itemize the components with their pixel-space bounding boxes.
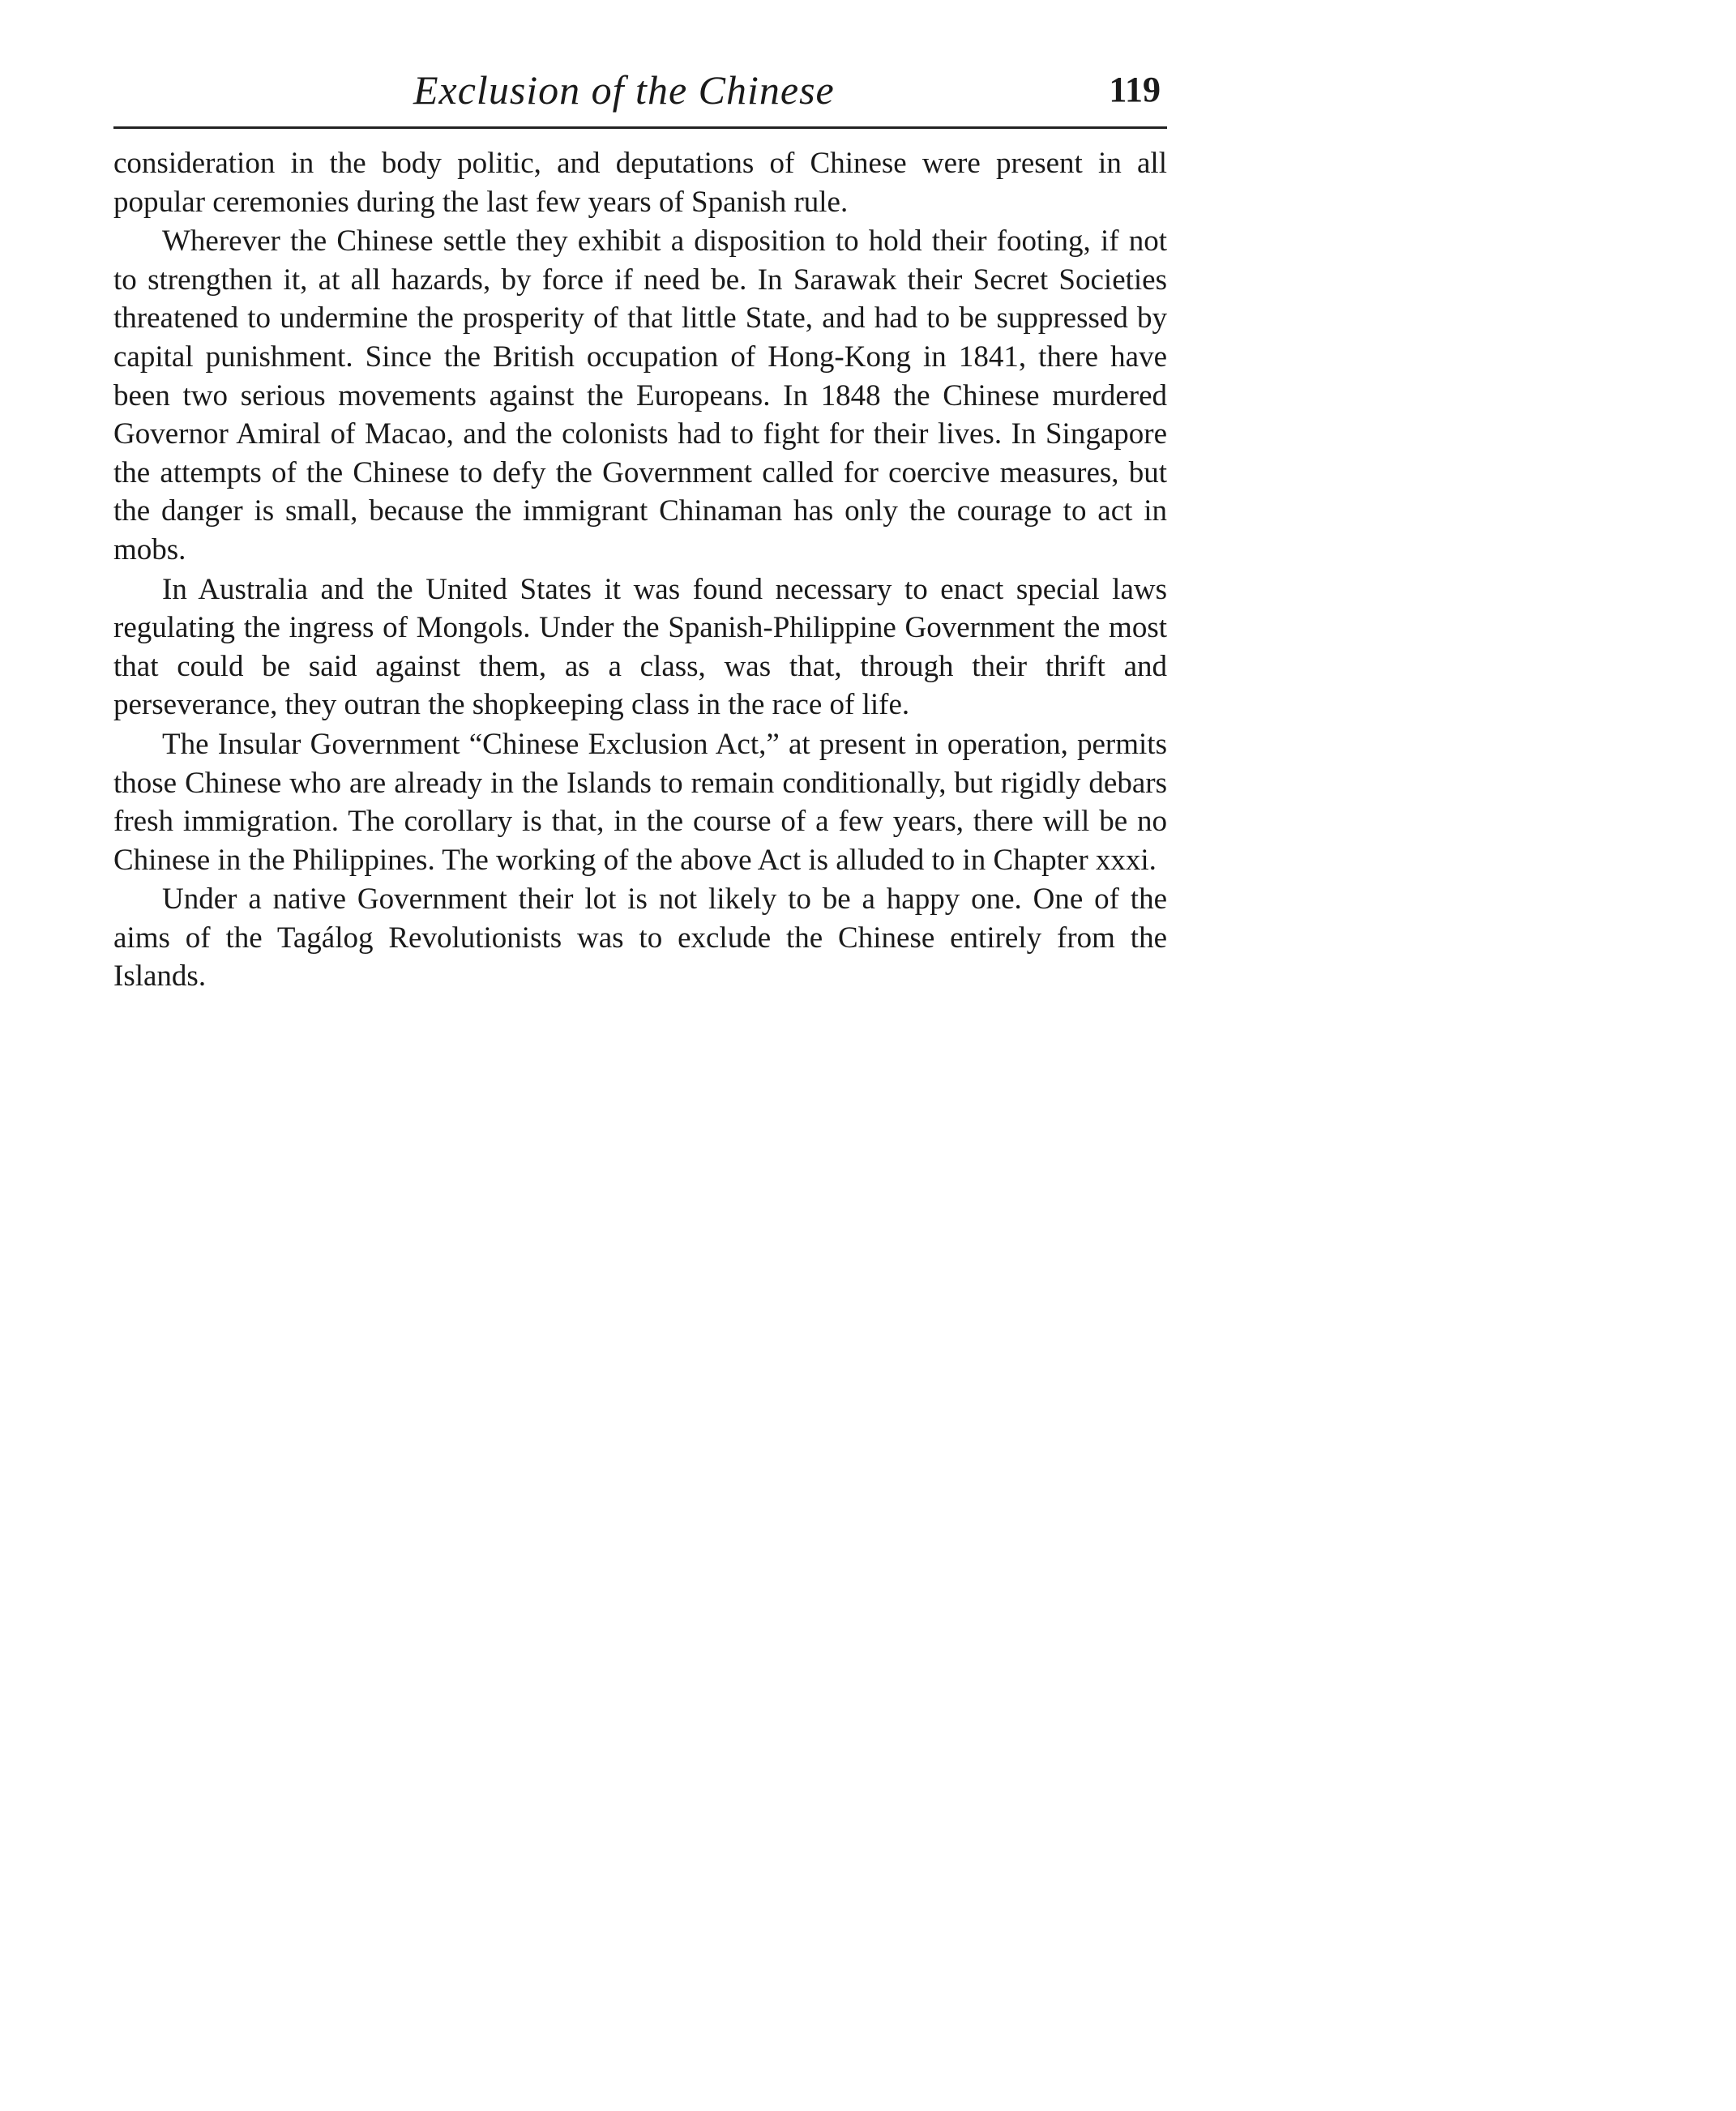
paragraph: Under a native Government their lot is not likely to be a happy one. One of the aims of the Tagálog Revolutionists was to exclude the Chinese entirely from the Islands. [113,882,1167,994]
page-number: 119 [1109,70,1161,109]
header-rule [113,126,1167,129]
page-header [113,63,1167,120]
paragraph: Wherever the Chinese settle they exhibit a disposition to hold their footing, if not to strengthen it, at all hazards, by force if need be. In Sarawak their Secret Societies threatened to undermine the prosperity of that little State, and had to be suppressed by capital punishment. Since the British occupation of Hong-Kong in 1841, there have been two serious movements against the Europeans. In 1848 the Chinese murdered Governor Amiral of Macao, and the colonists had to fight for their lives. In Singapore the attempts of the Chinese to defy the Government called for coercive measures, but the danger is small, because the immigrant Chinaman has only the courage to act in mobs. [113,224,1167,566]
paragraph: The Insular Government “Chinese Exclusion Act,” at present in operation, permits those Chinese who are already in the Islands to remain conditionally, but rigidly debars fresh immigration. The corollary is that, in the course of a few years, there will be no Chinese in the Philippines. The working of the above Act is alluded to in Chapter xxxi. [113,727,1167,877]
paragraph: In Australia and the United States it was found necessary to enact special laws regulating the ingress of Mongols. Under the Spanish-Philippine Government the most that could be said against them, as a class, was that, through their thrift and perseverance, they outran the shopkeeping class in the race of life. [113,572,1167,722]
paragraph: consideration in the body politic, and deputations of Chinese were present in all popular ceremonies during the last few years of Spanish rule. [113,147,1167,219]
body-text [113,144,1167,996]
running-title: Exclusion of the Chinese [413,67,835,113]
